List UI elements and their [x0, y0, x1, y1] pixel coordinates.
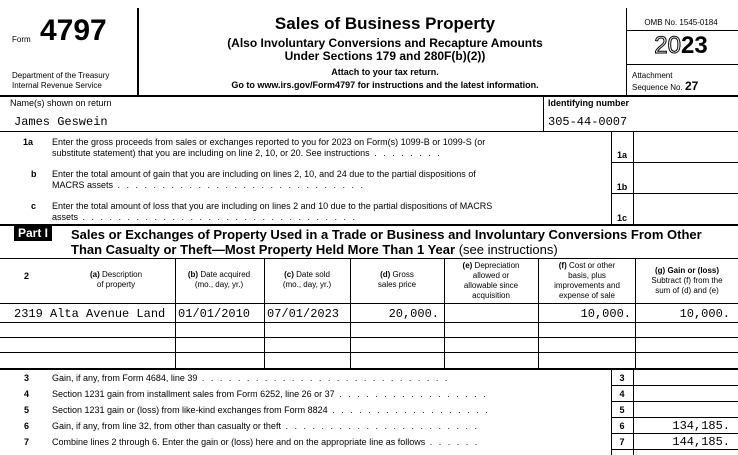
- line-1b-number: b: [31, 169, 37, 179]
- col-c-line2: (mo., day, yr.): [282, 280, 332, 289]
- year-divider: [626, 64, 738, 65]
- line-1a-text-2: substitute statement) that you are including on line 2, 10, or 20. See instructions . . . . . . . .: [52, 148, 442, 158]
- line-1c-text-2: assets . . . . . . . . . . . . . . . . . . . . . . . . . . . . . . .: [52, 212, 358, 222]
- box-3-bottom: [611, 385, 738, 386]
- col-f-line4: expense of sale: [558, 291, 616, 300]
- omb-number: OMB No. 1545-0184: [644, 18, 718, 27]
- box-5-bottom: [611, 417, 738, 418]
- line-1c-amount[interactable]: [634, 194, 738, 224]
- col-e-letter: (e): [462, 261, 473, 270]
- col-f-letter: (f): [558, 261, 567, 270]
- box-4-label: 4: [619, 389, 625, 399]
- line-3-number: 3: [24, 373, 30, 383]
- part1-bottom-rule: [0, 258, 738, 259]
- attach-instruction: Attach to your tax return.: [331, 67, 439, 77]
- header-bottom-rule: [0, 95, 738, 97]
- box1-left-border: [611, 131, 612, 224]
- row1-cost-basis[interactable]: 10,000.: [580, 307, 631, 321]
- table-row-3-bottom: [0, 352, 738, 353]
- col-f-line2: basis, plus: [568, 271, 606, 280]
- col-e-header: [444, 261, 538, 301]
- part1-tag: Part I: [14, 226, 52, 241]
- line-1b-amount[interactable]: [634, 163, 738, 193]
- id-label: Identifying number: [548, 98, 629, 108]
- line-1c-number: c: [31, 201, 37, 211]
- box-1b-bottom: [611, 193, 738, 194]
- line-1c-desc: assets: [52, 212, 79, 222]
- row1-gross-sales[interactable]: 20,000.: [388, 307, 439, 321]
- form-subtitle-2: Under Sections 179 and 280F(b)(2)): [284, 49, 486, 63]
- line-2-number: 2: [24, 271, 30, 281]
- col-e-line1: Depreciation: [474, 261, 520, 270]
- dept-treasury: Department of the Treasury: [12, 71, 110, 80]
- line-5-text: Section 1231 gain or (loss) from like-kind exchanges from Form 8824 . . . . . . . . . . . . . . . . . .: [52, 405, 490, 415]
- col-g-letter: (g): [654, 266, 666, 275]
- table-header-bottom: [0, 303, 738, 304]
- col-f-line3: improvements and: [554, 281, 620, 290]
- line-4-number: 4: [24, 389, 30, 399]
- col-f-header: [539, 261, 635, 301]
- col-g-header: [636, 266, 738, 296]
- line-3-text: Gain, if any, from Form 4684, line 39 . . . . . . . . . . . . . . . . . . . . . . . . . . . .: [52, 373, 450, 383]
- line-4-desc: Section 1231 gain from installment sales from Form 6252, line 26 or 37: [52, 389, 335, 399]
- line-6-desc: Gain, if any, from line 32, from other than casualty or theft: [52, 421, 281, 431]
- id-field[interactable]: 305-44-0007: [548, 115, 628, 129]
- box-1b-label: 1b: [616, 182, 628, 192]
- line-1b-text-2: MACRS assets . . . . . . . . . . . . . . . . . . . . . . . . . . . .: [52, 180, 366, 190]
- col-a-line1: Description: [102, 270, 143, 279]
- row1-date-acquired[interactable]: 01/01/2010: [178, 307, 251, 321]
- box-1c-label: 1c: [616, 213, 627, 223]
- line-1a-number: 1a: [23, 137, 34, 147]
- box-3-label: 3: [619, 373, 625, 383]
- line-7-number: 7: [24, 437, 30, 447]
- sequence-label: [632, 81, 698, 93]
- row1-description[interactable]: 2319 Alta Avenue Land: [14, 307, 166, 321]
- col-a-letter: (a): [89, 270, 100, 279]
- line-6-number: 6: [24, 421, 30, 431]
- form-title: Sales of Business Property: [274, 14, 496, 33]
- sequence-text: Sequence No.: [632, 83, 683, 92]
- line-5-desc: Section 1231 gain or (loss) from like-kind exchanges from Form 8824: [52, 405, 328, 415]
- part1-see-instructions: (see instructions): [458, 242, 558, 257]
- attachment-label: Attachment: [632, 71, 673, 80]
- line-3-desc: Gain, if any, from Form 4684, line 39: [52, 373, 198, 383]
- line-7-desc: Combine lines 2 through 6. Enter the gain or (loss) here and on the appropriate line as follows: [52, 437, 426, 447]
- table-row-1-bottom: [0, 322, 738, 323]
- omb-divider: [626, 30, 738, 31]
- col-b-line1: Date acquired: [200, 270, 251, 279]
- col-e-line4: acquisition: [472, 291, 510, 300]
- col-g-line1: Gain or (loss): [667, 266, 719, 275]
- name-label: Name(s) shown on return: [10, 98, 112, 108]
- table-bottom-rule: [0, 368, 738, 370]
- box-6-label: 6: [619, 421, 625, 431]
- col-c-line1: Date sold: [296, 270, 330, 279]
- line-6-amount[interactable]: 134,185.: [672, 419, 730, 433]
- line-1a-amount[interactable]: [634, 132, 738, 162]
- col-b-line2: (mo., day, yr.): [194, 280, 244, 289]
- box-1a-label: 1a: [616, 150, 627, 160]
- row1-date-sold[interactable]: 07/01/2023: [267, 307, 340, 321]
- part1-title-2-bold: Than Casualty or Theft—Most Property Held More Than 1 Year: [71, 242, 456, 257]
- col-g-line3: sum of (d) and (e): [655, 286, 719, 295]
- part1-title-2: [71, 242, 558, 257]
- sequence-number: 27: [684, 79, 699, 93]
- line-4-text: Section 1231 gain from installment sales from Form 6252, line 26 or 37 . . . . . . . . . . . . . . . . .: [52, 389, 488, 399]
- col-d-line2: sales price: [377, 280, 417, 289]
- lines1-bottom-rule: [0, 224, 738, 226]
- table-row-2-bottom: [0, 337, 738, 338]
- part1-title-1: Sales or Exchanges of Property Used in a Trade or Business and Involuntary Conversions From Other: [71, 227, 702, 242]
- col-g-line2: Subtract (f) from the: [651, 276, 723, 285]
- line-1b-text-1: Enter the total amount of gain that you are including on lines 2, 10, and 24 due to the partial dispositions of: [52, 169, 476, 179]
- box-4-bottom: [611, 401, 738, 402]
- col-a-line2: of property: [96, 280, 136, 289]
- box-1a-bottom: [611, 162, 738, 163]
- col-d-header: [351, 270, 443, 290]
- id-divider: [543, 96, 544, 132]
- row1-gain-loss[interactable]: 10,000.: [679, 307, 730, 321]
- col-e-line3: allowable since: [463, 281, 519, 290]
- line-1b-desc: MACRS assets: [52, 180, 114, 190]
- col-b-header: [175, 270, 263, 290]
- header-divider-left: [137, 8, 139, 95]
- line-5-number: 5: [24, 405, 30, 415]
- header-divider-right: [626, 8, 627, 95]
- name-field[interactable]: James Geswein: [14, 115, 108, 129]
- line-7-amount[interactable]: 144,185.: [672, 435, 730, 449]
- line-1c-text-1: Enter the total amount of loss that you are including on lines 2 and 10 due to the partial dispositions of MACRS: [52, 201, 493, 211]
- tax-year: [628, 32, 734, 60]
- tax-year-bold: 23: [681, 32, 708, 59]
- line-6-text: Gain, if any, from line 32, from other than casualty or theft . . . . . . . . . . . . . . . . . . . . . .: [52, 421, 479, 431]
- col-d-letter: (d): [380, 270, 391, 279]
- tax-year-outline: 20: [654, 32, 681, 59]
- col-a-header: [58, 270, 174, 290]
- box-5-label: 5: [619, 405, 625, 415]
- form-number: 4797: [40, 14, 107, 47]
- col-d-line1: Gross: [392, 270, 414, 279]
- goto-instruction: Go to www.irs.gov/Form4797 for instructions and the latest information.: [231, 80, 539, 90]
- box-7-bottom: [611, 449, 738, 450]
- line-7-text: Combine lines 2 through 6. Enter the gain or (loss) here and on the appropriate line as follows . . . . . .: [52, 437, 480, 447]
- col-c-letter: (c): [284, 270, 294, 279]
- line-1a-desc: substitute statement) that you are including on line 2, 10, or 20. See instructions: [52, 148, 370, 158]
- form-word: Form: [12, 35, 31, 44]
- box-7-label: 7: [619, 437, 625, 447]
- col-f-line1: Cost or other: [568, 261, 616, 270]
- col-e-line2: allowed or: [472, 271, 510, 280]
- form-subtitle-1: (Also Involuntary Conversions and Recapture Amounts: [227, 36, 543, 50]
- box-6-bottom: [611, 433, 738, 434]
- col-b-letter: (b): [187, 270, 199, 279]
- dept-irs: Internal Revenue Service: [12, 81, 102, 90]
- col-c-header: [264, 270, 350, 290]
- name-bottom-rule: [0, 131, 738, 132]
- line-1a-text-1: Enter the gross proceeds from sales or exchanges reported to you for 2023 on Form(s) 1099-B or 1099-S (or: [52, 137, 486, 147]
